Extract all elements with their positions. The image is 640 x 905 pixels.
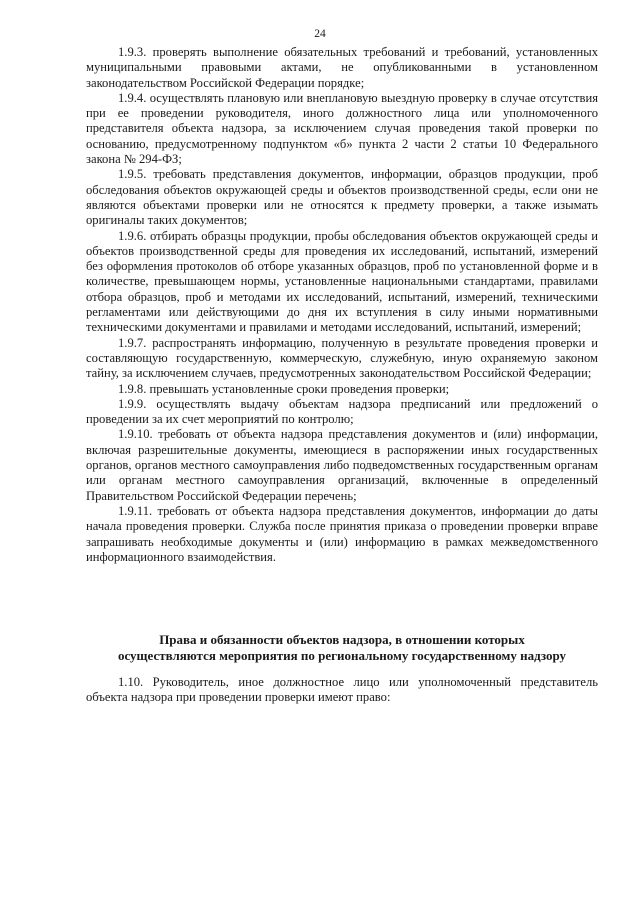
document-body-continued: [86, 675, 598, 706]
paragraph-1-9-10: 1.9.10. требовать от объекта надзора представления документов и (или) информации, включая разрешительные документы, имеющиеся в распоряжении иных государственных органов, органов местного самоуправления либо подведомственных государственным органам или органам местного самоуправления организаций, включенные в определенный Правительством Российской Федерации перечень;: [86, 427, 598, 503]
page-number: 24: [314, 28, 326, 40]
paragraph-1-9-11: 1.9.11. требовать от объекта надзора представления документов, информации до даты начала проведения проверки. Служба после принятия приказа о проведении проверки вправе запрашивать необходимые документы и (или) информацию в рамках межведомственного информационного взаимодействия.: [86, 503, 598, 564]
section-heading: [86, 632, 598, 664]
paragraph-1-9-4: 1.9.4. осуществлять плановую или внеплановую выездную проверку в случае отсутствия при ее проведении руководителя, иного должностного лица или уполномоченного представителя объекта надзора, за исключением случая проведения такой проверки по основанию, предусмотренному подпунктом «б» пункта 2 части 2 статьи 10 Федерального закона № 294-ФЗ;: [86, 90, 598, 167]
paragraph-1-9-6: 1.9.6. отбирать образцы продукции, пробы обследования объектов окружающей среды и объектов производственной среды для проведения их исследований, испытаний, измерений без оформления протоколов об отборе указанных образцов, проб по установленной форме и в количестве, превышающем нормы, установленные национальными стандартами, правилами отбора образцов, проб и методами их исследований, испытаний, измерений, техническими регламентами или действующими до дня их вступления в силу иными нормативными техническими документами и правилами и методами исследований, испытаний, измерений;: [86, 228, 598, 335]
section-heading-line-2: осуществляются мероприятия по региональному государственному надзору: [117, 648, 567, 663]
paragraph-1-10: 1.10. Руководитель, иное должностное лицо или уполномоченный представитель объекта надзора при проведении проверки имеют право:: [86, 675, 598, 705]
paragraph-1-9-9: 1.9.9. осуществлять выдачу объектам надзора предписаний или предложений о проведении за их счет мероприятий по контролю;: [86, 396, 598, 427]
paragraph-1-9-7: 1.9.7. распространять информацию, полученную в результате проведения проверки и составляющую государственную, коммерческую, служебную, иную охраняемую законом тайну, за исключением случаев, предусмотренных законодательством Российской Федерации;: [86, 335, 598, 381]
document-body: [86, 45, 598, 565]
paragraph-1-9-5: 1.9.5. требовать представления документов, информации, образцов продукции, проб обследования объектов окружающей среды и объектов производственной среды, если они не являются объектами проверки или не относятся к предмету проверки, а также изымать оригиналы таких документов;: [86, 167, 598, 228]
section-heading-line-1: Права и обязанности объектов надзора, в отношении которых: [159, 632, 525, 647]
paragraph-1-9-8: 1.9.8. превышать установленные сроки проведения проверки;: [118, 381, 450, 396]
paragraph-1-9-3: 1.9.3. проверять выполнение обязательных требований и требований, установленных муниципальными правовыми актами, не опубликованными в установленном законодательством Российской Федерации порядке;: [86, 45, 598, 90]
